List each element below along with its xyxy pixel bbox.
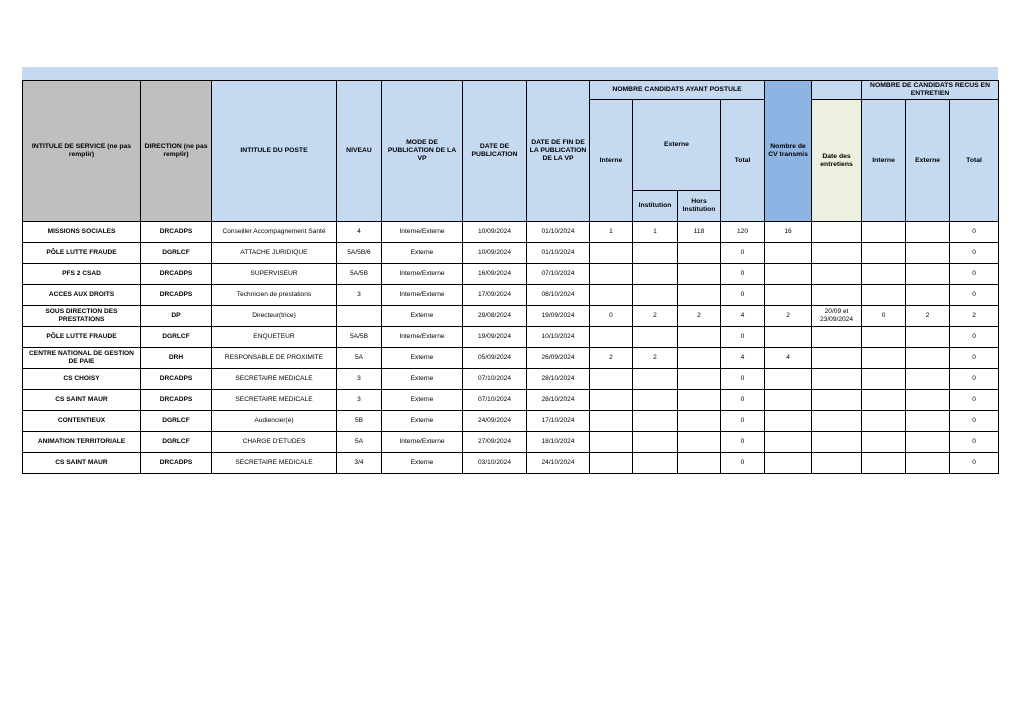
cell-poste: Conseiller Accompagnement Santé (212, 222, 337, 243)
cell-interne (590, 390, 633, 411)
cell-date-fin: 24/10/2024 (527, 453, 590, 474)
cell-interne: 2 (590, 348, 633, 369)
cell-direction: DGRLCF (141, 243, 212, 264)
cell-entretien-interne (862, 453, 906, 474)
cell-mode: Interne/Externe (382, 222, 463, 243)
cell-cv-transmis (765, 432, 812, 453)
cell-niveau: 5A/5B/6 (337, 243, 382, 264)
cell-poste: ATTACHE JURIDIQUE (212, 243, 337, 264)
cell-direction: DGRLCF (141, 432, 212, 453)
cell-niveau: 5A (337, 348, 382, 369)
table-row (23, 327, 999, 348)
cell-entretien-externe (906, 327, 950, 348)
cell-hors-institution (678, 264, 721, 285)
cell-poste: Directeur(trice) (212, 306, 337, 327)
cell-direction: DRH (141, 348, 212, 369)
cell-hors-institution (678, 327, 721, 348)
cell-date-publication: 17/09/2024 (463, 285, 527, 306)
cell-direction: DRCADPS (141, 264, 212, 285)
cell-mode: Interne/Externe (382, 264, 463, 285)
cell-hors-institution (678, 432, 721, 453)
cell-mode: Externe (382, 411, 463, 432)
cell-date-fin: 28/10/2024 (527, 369, 590, 390)
cell-entretien-interne (862, 390, 906, 411)
header-cv-transmis: Nombre de CV transmis (765, 81, 812, 222)
cell-date-publication: 27/09/2024 (463, 432, 527, 453)
cell-entretien-total: 0 (950, 327, 999, 348)
cell-date-publication: 10/09/2024 (463, 243, 527, 264)
cell-entretien-total: 0 (950, 348, 999, 369)
cell-poste: Audiencier(e) (212, 411, 337, 432)
cell-institution (633, 453, 678, 474)
cell-interne (590, 453, 633, 474)
cell-total: 0 (721, 411, 765, 432)
cell-total: 0 (721, 432, 765, 453)
top-blue-band (22, 67, 998, 80)
header-entretien-externe: Externe (906, 100, 950, 222)
cell-institution (633, 264, 678, 285)
cell-date-fin: 17/10/2024 (527, 411, 590, 432)
cell-niveau: 5A (337, 432, 382, 453)
cell-hors-institution (678, 453, 721, 474)
cell-date-fin: 19/09/2024 (527, 306, 590, 327)
cell-entretien-total: 0 (950, 264, 999, 285)
cell-poste: SUPERVISEUR (212, 264, 337, 285)
cell-total: 0 (721, 243, 765, 264)
header-hors-institution: Hors Institution (678, 191, 721, 222)
cell-entretien-total: 0 (950, 243, 999, 264)
header-externe: Externe (633, 100, 721, 191)
cell-interne: 0 (590, 306, 633, 327)
header-mode: MODE DE PUBLICATION DE LA VP (382, 81, 463, 222)
cell-service: CS CHOISY (23, 369, 141, 390)
cell-date-fin: 10/10/2024 (527, 327, 590, 348)
cell-direction: DRCADPS (141, 453, 212, 474)
table-row (23, 411, 999, 432)
cell-date-publication: 29/08/2024 (463, 306, 527, 327)
header-entretien-total: Total (950, 100, 999, 222)
cell-institution (633, 390, 678, 411)
cell-service: CS SAINT MAUR (23, 453, 141, 474)
header-poste: INTITULE DU POSTE (212, 81, 337, 222)
table-row (23, 348, 999, 369)
header-service: INTITULE DE SERVICE (ne pas remplir) (23, 81, 141, 222)
cell-entretien-interne (862, 285, 906, 306)
cell-service: ACCES AUX DROITS (23, 285, 141, 306)
cell-entretien-total: 0 (950, 390, 999, 411)
cell-entretien-total: 0 (950, 453, 999, 474)
cell-total: 0 (721, 264, 765, 285)
cell-date-publication: 10/09/2024 (463, 222, 527, 243)
cell-hors-institution (678, 285, 721, 306)
cell-institution (633, 432, 678, 453)
cell-entretien-externe: 2 (906, 306, 950, 327)
cell-total: 4 (721, 348, 765, 369)
cell-institution: 2 (633, 348, 678, 369)
table-row (23, 390, 999, 411)
cell-entretien-interne (862, 222, 906, 243)
cell-cv-transmis: 2 (765, 306, 812, 327)
cell-entretien-interne (862, 348, 906, 369)
cell-mode: Interne/Externe (382, 432, 463, 453)
cell-entretien-externe (906, 453, 950, 474)
cell-interne (590, 243, 633, 264)
cell-entretien-interne (862, 327, 906, 348)
cell-date-entretiens: 20/09 et 23/09/2024 (812, 306, 862, 327)
cell-date-entretiens (812, 390, 862, 411)
cell-entretien-total: 0 (950, 222, 999, 243)
cell-niveau (337, 306, 382, 327)
header-niveau: NIVEAU (337, 81, 382, 222)
cell-poste: SECRETAIRE MEDICALE (212, 453, 337, 474)
cell-date-entretiens (812, 453, 862, 474)
cell-cv-transmis: 4 (765, 348, 812, 369)
cell-entretien-interne (862, 243, 906, 264)
cell-direction: DRCADPS (141, 222, 212, 243)
cell-date-fin: 01/10/2024 (527, 243, 590, 264)
cell-direction: DRCADPS (141, 285, 212, 306)
cell-total: 120 (721, 222, 765, 243)
cell-direction: DRCADPS (141, 369, 212, 390)
cell-date-entretiens (812, 285, 862, 306)
cell-date-entretiens (812, 369, 862, 390)
cell-hors-institution (678, 369, 721, 390)
cell-hors-institution: 118 (678, 222, 721, 243)
cell-cv-transmis (765, 264, 812, 285)
cell-entretien-externe (906, 348, 950, 369)
header-group-entretien: NOMBRE DE CANDIDATS RECUS EN ENTRETIEN (862, 81, 999, 100)
cell-mode: Externe (382, 369, 463, 390)
cell-niveau: 5A/5B (337, 264, 382, 285)
cell-cv-transmis (765, 369, 812, 390)
cell-entretien-total: 0 (950, 432, 999, 453)
cell-institution (633, 327, 678, 348)
cell-niveau: 5B (337, 411, 382, 432)
cell-cv-transmis (765, 453, 812, 474)
cell-date-entretiens (812, 243, 862, 264)
cell-niveau: 3 (337, 390, 382, 411)
cell-cv-transmis (765, 390, 812, 411)
cell-date-fin: 18/10/2024 (527, 432, 590, 453)
cell-direction: DRCADPS (141, 390, 212, 411)
table-row (23, 453, 999, 474)
table-row (23, 432, 999, 453)
cell-mode: Externe (382, 390, 463, 411)
header-date-fin: DATE DE FIN DE LA PUBLICATION DE LA VP (527, 81, 590, 222)
cell-service: MISSIONS SOCIALES (23, 222, 141, 243)
cell-date-entretiens (812, 222, 862, 243)
cell-date-publication: 07/10/2024 (463, 390, 527, 411)
cell-date-publication: 07/10/2024 (463, 369, 527, 390)
cell-entretien-interne (862, 264, 906, 285)
cell-date-publication: 05/09/2024 (463, 348, 527, 369)
cell-institution (633, 411, 678, 432)
cell-total: 0 (721, 327, 765, 348)
cell-date-entretiens (812, 432, 862, 453)
cell-date-entretiens (812, 348, 862, 369)
cell-date-entretiens (812, 264, 862, 285)
table-body (23, 222, 999, 474)
cell-mode: Externe (382, 243, 463, 264)
table-row (23, 369, 999, 390)
cell-direction: DGRLCF (141, 411, 212, 432)
cell-entretien-externe (906, 369, 950, 390)
cell-poste: SECRETAIRE MEDICALE (212, 369, 337, 390)
cell-hors-institution: 2 (678, 306, 721, 327)
cell-entretien-total: 2 (950, 306, 999, 327)
header-group-candidats: NOMBRE CANDIDATS AYANT POSTULE (590, 81, 765, 100)
table-row (23, 264, 999, 285)
cell-interne (590, 264, 633, 285)
cell-poste: CHARGE D'ETUDES (212, 432, 337, 453)
cell-hors-institution (678, 390, 721, 411)
cell-institution: 2 (633, 306, 678, 327)
cell-entretien-externe (906, 432, 950, 453)
cell-interne (590, 432, 633, 453)
cell-direction: DGRLCF (141, 327, 212, 348)
cell-direction: DP (141, 306, 212, 327)
cell-mode: Externe (382, 453, 463, 474)
cell-total: 0 (721, 369, 765, 390)
cell-entretien-total: 0 (950, 285, 999, 306)
cell-entretien-externe (906, 222, 950, 243)
header-date-publication: DATE DE PUBLICATION (463, 81, 527, 222)
cell-cv-transmis (765, 327, 812, 348)
cell-interne (590, 411, 633, 432)
cell-niveau: 3 (337, 369, 382, 390)
cell-cv-transmis (765, 411, 812, 432)
cell-niveau: 3 (337, 285, 382, 306)
table-row (23, 243, 999, 264)
cell-service: PFS 2 CSAD (23, 264, 141, 285)
cell-niveau: 5A/5B (337, 327, 382, 348)
header-interne: Interne (590, 100, 633, 222)
cell-entretien-interne (862, 411, 906, 432)
cell-cv-transmis: 16 (765, 222, 812, 243)
cell-hors-institution (678, 411, 721, 432)
cell-total: 0 (721, 285, 765, 306)
cell-institution (633, 285, 678, 306)
cell-service: ANIMATION TERRITORIALE (23, 432, 141, 453)
cell-service: SOUS DIRECTION DES PRESTATIONS (23, 306, 141, 327)
cell-interne (590, 369, 633, 390)
cell-date-publication: 03/10/2024 (463, 453, 527, 474)
cell-service: PÔLE LUTTE FRAUDE (23, 243, 141, 264)
cell-hors-institution (678, 348, 721, 369)
cell-poste: SECRETAIRE MEDICALE (212, 390, 337, 411)
cell-entretien-externe (906, 243, 950, 264)
cell-mode: Interne/Externe (382, 285, 463, 306)
header-date-entretiens-top (812, 81, 862, 100)
cell-poste: Technicien de prestations (212, 285, 337, 306)
cell-institution (633, 243, 678, 264)
table-row (23, 222, 999, 243)
header-direction: DIRECTION (ne pas remplir) (141, 81, 212, 222)
cell-service: CENTRE NATIONAL DE GESTION DE PAIE (23, 348, 141, 369)
cell-entretien-total: 0 (950, 411, 999, 432)
cell-date-fin: 28/10/2024 (527, 390, 590, 411)
cell-poste: ENQUETEUR (212, 327, 337, 348)
cell-entretien-total: 0 (950, 369, 999, 390)
cell-interne (590, 327, 633, 348)
cell-entretien-externe (906, 264, 950, 285)
cell-hors-institution (678, 243, 721, 264)
table-row (23, 306, 999, 327)
cell-entretien-interne: 0 (862, 306, 906, 327)
cell-entretien-externe (906, 390, 950, 411)
cell-interne: 1 (590, 222, 633, 243)
cell-institution: 1 (633, 222, 678, 243)
header-total: Total (721, 100, 765, 222)
cell-date-publication: 16/09/2024 (463, 264, 527, 285)
cell-mode: Externe (382, 306, 463, 327)
cell-date-publication: 19/09/2024 (463, 327, 527, 348)
recruitment-table (22, 80, 999, 474)
cell-entretien-interne (862, 432, 906, 453)
cell-entretien-externe (906, 285, 950, 306)
cell-total: 0 (721, 453, 765, 474)
cell-date-fin: 08/10/2024 (527, 285, 590, 306)
cell-entretien-externe (906, 411, 950, 432)
cell-poste: RESPONSABLE DE PROXIMITE (212, 348, 337, 369)
cell-date-entretiens (812, 327, 862, 348)
cell-niveau: 3/4 (337, 453, 382, 474)
cell-cv-transmis (765, 285, 812, 306)
cell-total: 0 (721, 390, 765, 411)
cell-service: CS SAINT MAUR (23, 390, 141, 411)
cell-niveau: 4 (337, 222, 382, 243)
cell-date-fin: 26/09/2024 (527, 348, 590, 369)
header-institution: Institution (633, 191, 678, 222)
table-row (23, 285, 999, 306)
cell-date-publication: 24/09/2024 (463, 411, 527, 432)
cell-mode: Interne/Externe (382, 327, 463, 348)
cell-cv-transmis (765, 243, 812, 264)
cell-date-fin: 01/10/2024 (527, 222, 590, 243)
header-entretien-interne: Interne (862, 100, 906, 222)
cell-date-fin: 07/10/2024 (527, 264, 590, 285)
cell-interne (590, 285, 633, 306)
cell-total: 4 (721, 306, 765, 327)
cell-entretien-interne (862, 369, 906, 390)
cell-service: PÔLE LUTTE FRAUDE (23, 327, 141, 348)
header-date-entretiens: Date des entretiens (812, 100, 862, 222)
cell-date-entretiens (812, 411, 862, 432)
cell-mode: Externe (382, 348, 463, 369)
cell-service: CONTENTIEUX (23, 411, 141, 432)
cell-institution (633, 369, 678, 390)
